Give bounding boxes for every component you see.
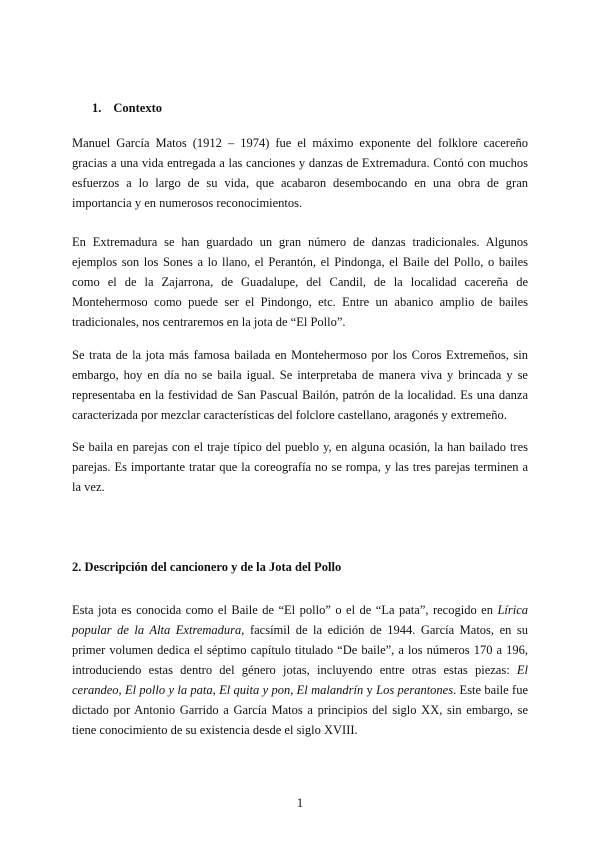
piece-title: El cerandeo [72, 663, 528, 697]
section-1-title: Contexto [113, 101, 162, 115]
paragraph-jota-del-pollo [72, 600, 528, 740]
separator: , [118, 683, 125, 697]
page-number: 1 [296, 796, 304, 810]
piece-title: El pollo y la pata [124, 683, 213, 697]
section-1-number: 1. [92, 101, 102, 115]
paragraph-garcia-matos: Manuel García Matos (1912 – 1974) fue el máximo exponente del folklore cacereño gracias a una vida entregada a las canciones y danzas de Extremadura. Contó con muchos esfuerzos a lo largo de su vida, que acabaron desembocando en una obra de gran importancia y en numerosos reconocimientos. [72, 136, 528, 210]
paragraph-jota-montehermoso: Se trata de la jota más famosa bailada en Montehermoso por los Coros Extremeños, sin embargo, hoy en día no se baila igual. Se interpretaba de manera viva y brincada y se representaba en la festividad de San Pascual Bailón, patrón de la localidad. Es una danza caracterizada por mezclar características del folclore castellano, aragonés y extremeño. [72, 348, 528, 422]
section-1-heading [92, 101, 162, 116]
text-span: . Este baile fue dictado por Antonio Garrido a García Matos a principios del siglo XX, sin embargo, se tiene conocimiento de su existencia desde el siglo XVIII. [72, 683, 528, 737]
piece-title: El quita y pon [219, 683, 291, 697]
separator: , [212, 683, 220, 697]
book-title: Lírica popular de la Alta Extremadura [72, 603, 528, 637]
separator: , [290, 683, 297, 697]
separator: y [363, 683, 377, 697]
paragraph-danzas-tradicionales: En Extremadura se han guardado un gran número de danzas tradicionales. Algunos ejemplos son los Sones a lo llano, el Perantón, el Pindonga, el Baile del Pollo, o bailes como el de la Zajarrona, de Guadalupe, del Candil, de la localidad cacereña de Montehermoso como puede ser el Pindongo, etc. Entre un abanico amplio de bailes tradicionales, nos centraremos en la jota de “El Pollo”. [72, 235, 528, 329]
piece-title: Los perantones [376, 683, 454, 697]
piece-title: El malandrín [296, 683, 364, 697]
text-span: , facsímil de la edición de 1944. García Matos, en su primer volumen dedica el séptimo capítulo titulado “De baile”, a los números 170 a 196, introduciendo estas dentro del género jotas, incluyendo entre otras estas piezas: [72, 623, 528, 677]
text-span: Esta jota es conocida como el Baile de “El pollo” o el de “La pata”, recogido en [72, 603, 498, 617]
section-2-heading: 2. Descripción del cancionero y de la Jota del Pollo [72, 560, 342, 574]
paragraph-baile-parejas: Se baila en parejas con el traje típico del pueblo y, en alguna ocasión, la han bailado tres parejas. Es importante tratar que la coreografía no se rompa, y las tres parejas terminen a la vez. [72, 440, 528, 494]
